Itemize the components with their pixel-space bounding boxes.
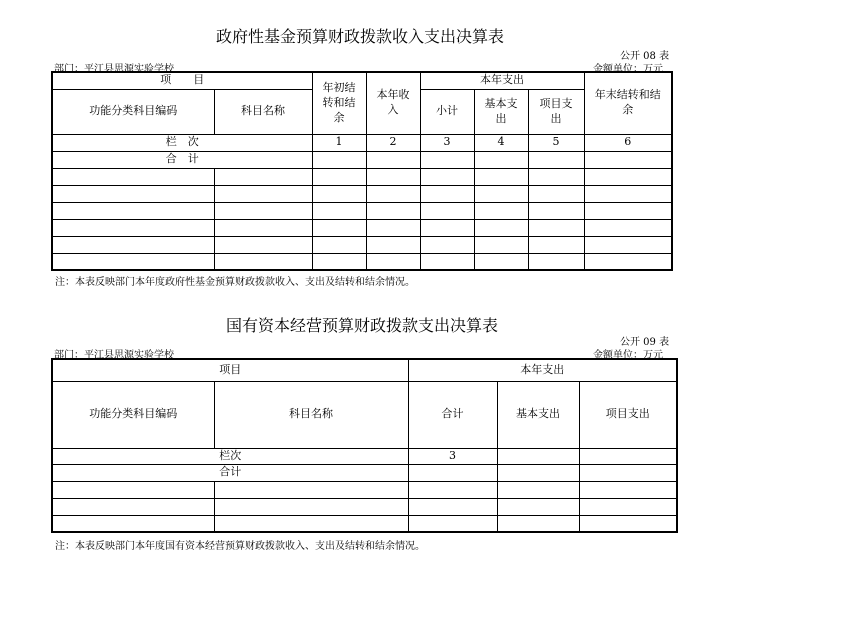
table2-title: 国有资本经营预算财政拨款支出决算表 (226, 316, 499, 335)
header-item: 项目 (52, 359, 408, 381)
table-row (52, 185, 672, 202)
data-cell (474, 151, 528, 168)
table1-note: 注：本表反映部门本年度政府性基金预算财政拨款收入、支出及结转和结余情况。 (55, 277, 415, 288)
table2-note: 注：本表反映部门本年度国有资本经营预算财政拨款收入、支出及结转和结余情况。 (55, 541, 425, 552)
col-number: 4 (474, 134, 528, 151)
header-code: 功能分类科目编码 (52, 89, 214, 134)
table-row (52, 168, 672, 185)
table-row (52, 202, 672, 219)
header-subtotal: 小计 (420, 89, 474, 134)
table-row (52, 498, 677, 515)
table-row (52, 253, 672, 270)
table1-department: 部门：平江县思源实验学校 (54, 64, 174, 75)
table1-amount-unit: 金额单位：万元 (593, 64, 663, 75)
header-income: 本年收入 (366, 72, 420, 134)
header-project: 项目支出 (528, 89, 584, 134)
header-carry-begin: 年初结转和结余 (312, 72, 366, 134)
header-project: 项目支出 (579, 381, 677, 448)
table-row (52, 481, 677, 498)
table1-grid (51, 71, 673, 271)
col-number: 5 (528, 134, 584, 151)
table1-title: 政府性基金预算财政拨款收入支出决算表 (216, 27, 505, 46)
data-cell (579, 464, 677, 481)
column-label: 栏次 (52, 448, 408, 464)
col-number: 2 (366, 134, 420, 151)
header-basic: 基本支出 (474, 89, 528, 134)
total-row (52, 151, 672, 168)
data-cell (408, 464, 497, 481)
total-label: 合 计 (52, 151, 312, 168)
header-name: 科目名称 (214, 381, 408, 448)
header-total: 合计 (408, 381, 497, 448)
table1-form-number: 公开 08 表 (620, 51, 670, 62)
table-row (52, 236, 672, 253)
col-number: 6 (584, 134, 672, 151)
data-cell (528, 151, 584, 168)
header-name: 科目名称 (214, 89, 312, 134)
table2-grid (51, 358, 678, 533)
header-code: 功能分类科目编码 (52, 381, 214, 448)
data-cell (366, 151, 420, 168)
header-expense: 本年支出 (408, 359, 677, 381)
data-cell (497, 464, 579, 481)
data-cell (312, 151, 366, 168)
table2-form-number: 公开 09 表 (620, 337, 670, 348)
col-number: 1 (312, 134, 366, 151)
column-label: 栏 次 (52, 134, 312, 151)
header-carry-end: 年末结转和结余 (584, 72, 672, 134)
header-item: 项 目 (52, 72, 312, 89)
table-row (52, 515, 677, 532)
total-row (52, 464, 677, 481)
table-row (52, 219, 672, 236)
table2-department: 部门：平江县思源实验学校 (54, 350, 174, 361)
col-number: 3 (408, 448, 497, 464)
header-expense: 本年支出 (420, 72, 584, 89)
total-label: 合计 (52, 464, 408, 481)
table2-amount-unit: 金额单位：万元 (593, 350, 663, 361)
data-cell (420, 151, 474, 168)
header-basic: 基本支出 (497, 381, 579, 448)
col-number: 3 (420, 134, 474, 151)
data-cell (584, 151, 672, 168)
